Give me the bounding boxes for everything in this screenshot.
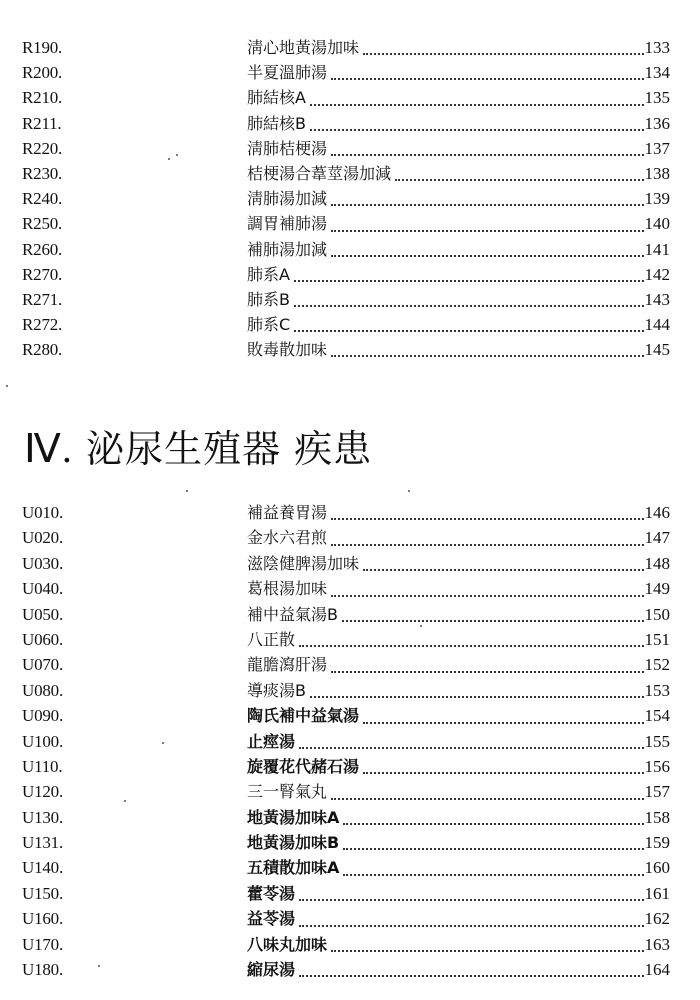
entry-title: 敗毒散加味 — [247, 340, 328, 360]
dot-leader — [310, 129, 644, 131]
dot-leader — [299, 975, 643, 977]
entry-code: R272. — [22, 315, 63, 335]
entry-code: U120. — [22, 782, 64, 802]
toc-entry — [22, 678, 670, 703]
dot-leader — [363, 569, 643, 571]
entry-code: U110. — [22, 756, 63, 776]
dot-leader — [310, 104, 644, 106]
scan-speck — [420, 625, 422, 627]
entry-title: 益苓湯 — [247, 909, 296, 929]
entry-line — [247, 312, 670, 337]
entry-line — [247, 703, 670, 728]
entry-page-number: 143 — [644, 289, 670, 309]
entry-code: U130. — [22, 807, 64, 827]
entry-code: R230. — [22, 163, 63, 183]
entry-line — [247, 211, 670, 236]
toc-entry — [22, 703, 670, 728]
entry-code: U080. — [22, 680, 64, 700]
toc-entry — [22, 211, 670, 236]
entry-code: R240. — [22, 189, 63, 209]
dot-leader — [343, 874, 643, 876]
toc-entry — [22, 602, 670, 627]
entry-page-number: 140 — [644, 214, 670, 234]
toc-entry — [22, 85, 670, 110]
entry-title: 肺系B — [247, 289, 290, 309]
toc-entry — [22, 551, 670, 576]
entry-line — [247, 186, 670, 211]
entry-code: U020. — [22, 528, 64, 548]
dot-leader — [395, 179, 643, 181]
entry-code: U100. — [22, 731, 64, 751]
toc-entry — [22, 500, 670, 525]
dot-leader — [363, 772, 643, 774]
dot-leader — [363, 722, 643, 724]
entry-line — [247, 551, 670, 576]
entry-page-number: 160 — [644, 858, 670, 878]
dot-leader — [363, 53, 643, 55]
dot-leader — [331, 255, 643, 257]
toc-entry — [22, 161, 670, 186]
entry-page-number: 147 — [644, 528, 670, 548]
entry-page-number: 145 — [644, 340, 670, 360]
toc-entry — [22, 805, 670, 830]
entry-page-number: 134 — [644, 63, 670, 83]
scan-speck — [162, 742, 164, 744]
entry-line — [247, 136, 670, 161]
toc-entry — [22, 576, 670, 601]
entry-title: 三一腎氣丸 — [247, 782, 328, 802]
entry-page-number: 152 — [644, 655, 670, 675]
section-numeral: Ⅳ. — [24, 426, 73, 471]
toc-entry — [22, 287, 670, 312]
entry-title: 縮尿湯 — [247, 960, 296, 980]
entry-page-number: 136 — [644, 113, 670, 133]
scan-speck — [98, 965, 100, 967]
entry-title: 八正散 — [247, 629, 296, 649]
entry-code: R271. — [22, 289, 63, 309]
entry-code: U010. — [22, 503, 64, 522]
entry-title: 補肺湯加減 — [247, 239, 328, 259]
toc-entry — [22, 881, 670, 906]
entry-code: U030. — [22, 553, 64, 573]
entry-code: R280. — [22, 340, 63, 360]
entry-page-number: 146 — [644, 503, 670, 522]
dot-leader — [299, 925, 643, 927]
dot-leader — [331, 355, 643, 357]
toc-entry — [22, 932, 670, 957]
entry-line — [247, 337, 670, 362]
dot-leader — [299, 645, 643, 647]
entry-title: 龍膽瀉肝湯 — [247, 655, 328, 675]
entry-line — [247, 932, 670, 957]
entry-code: U131. — [22, 833, 64, 853]
entry-page-number: 156 — [644, 756, 670, 776]
entry-code: R200. — [22, 63, 63, 83]
scan-speck — [124, 800, 126, 802]
toc-entry — [22, 136, 670, 161]
entry-title: 肺系A — [247, 264, 290, 284]
dot-leader — [299, 747, 643, 749]
entry-line — [247, 111, 670, 136]
entry-code: U040. — [22, 579, 64, 599]
entry-code: R270. — [22, 264, 63, 284]
dot-leader — [331, 544, 643, 546]
entry-line — [247, 779, 670, 804]
entry-code: U170. — [22, 934, 64, 954]
entry-line — [247, 652, 670, 677]
toc-entry — [22, 729, 670, 754]
entry-title: 肺結核B — [247, 113, 306, 133]
entry-title: 陶氏補中益氣湯 — [247, 706, 360, 726]
toc-entry — [22, 237, 670, 262]
entry-code: R211. — [22, 113, 62, 133]
entry-line — [247, 830, 670, 855]
entry-title: 淸心地黃湯加味 — [247, 38, 360, 57]
toc-entry — [22, 262, 670, 287]
entry-page-number: 142 — [644, 264, 670, 284]
toc-entry — [22, 60, 670, 85]
toc-entry — [22, 186, 670, 211]
dot-leader — [343, 823, 643, 825]
toc-entry — [22, 906, 670, 931]
entry-line — [247, 161, 670, 186]
entry-page-number: 158 — [644, 807, 670, 827]
dot-leader — [331, 154, 643, 156]
entry-title: 藿苓湯 — [247, 883, 296, 903]
toc-entry — [22, 957, 670, 982]
dot-leader — [342, 620, 644, 622]
entry-title: 桔梗湯合葦莖湯加減 — [247, 163, 392, 183]
entry-title: 淸肺湯加減 — [247, 189, 328, 209]
entry-page-number: 159 — [644, 833, 670, 853]
entry-line — [247, 729, 670, 754]
entry-line — [247, 576, 670, 601]
entry-title: 淸肺桔梗湯 — [247, 138, 328, 158]
entry-line — [247, 60, 670, 85]
entry-line — [247, 805, 670, 830]
scan-speck — [168, 158, 170, 160]
toc-entry — [22, 779, 670, 804]
entry-page-number: 153 — [644, 680, 670, 700]
entry-code: U050. — [22, 604, 64, 624]
toc-entry — [22, 312, 670, 337]
entry-page-number: 151 — [644, 629, 670, 649]
entry-code: U150. — [22, 883, 64, 903]
entry-line — [247, 525, 670, 550]
entry-code: U070. — [22, 655, 64, 675]
entry-line — [247, 855, 670, 880]
entry-line — [247, 602, 670, 627]
entry-code: R190. — [22, 38, 63, 57]
entry-page-number: 163 — [644, 934, 670, 954]
entry-title: 八味丸加味 — [247, 934, 328, 954]
entry-title: 地黃湯加味B — [247, 833, 340, 853]
entry-code: U140. — [22, 858, 64, 878]
section-heading — [24, 418, 372, 473]
entry-line — [247, 627, 670, 652]
dot-leader — [331, 595, 643, 597]
entry-code: U090. — [22, 706, 64, 726]
dot-leader — [294, 330, 643, 332]
toc-entry — [22, 627, 670, 652]
toc-entry — [22, 754, 670, 779]
entry-page-number: 133 — [644, 38, 670, 57]
entry-line — [247, 881, 670, 906]
entry-page-number: 161 — [644, 883, 670, 903]
scan-speck — [408, 490, 410, 492]
dot-leader — [294, 280, 644, 282]
entry-title: 半夏溫肺湯 — [247, 63, 328, 83]
entry-title: 葛根湯加味 — [247, 579, 328, 599]
dot-leader — [310, 696, 644, 698]
entry-title: 地黃湯加味A — [247, 807, 340, 827]
entry-line — [247, 287, 670, 312]
entry-page-number: 139 — [644, 189, 670, 209]
entry-title: 止痙湯 — [247, 731, 296, 751]
dot-leader — [331, 518, 643, 520]
entry-title: 肺系C — [247, 315, 291, 335]
toc-section-respiratory — [22, 35, 670, 362]
entry-code: R210. — [22, 88, 63, 108]
entry-line — [247, 957, 670, 982]
dot-leader — [331, 204, 643, 206]
toc-entry — [22, 652, 670, 677]
entry-page-number: 144 — [644, 315, 670, 335]
entry-line — [247, 678, 670, 703]
entry-page-number: 154 — [644, 706, 670, 726]
entry-title: 五積散加味A — [247, 858, 340, 878]
entry-code: U180. — [22, 960, 64, 980]
entry-line — [247, 237, 670, 262]
entry-page-number: 157 — [644, 782, 670, 802]
dot-leader — [331, 671, 643, 673]
entry-page-number: 162 — [644, 909, 670, 929]
dot-leader — [331, 950, 643, 952]
entry-line — [247, 754, 670, 779]
entry-line — [247, 35, 670, 60]
entry-title: 滋陰健脾湯加味 — [247, 553, 360, 573]
entry-code: U060. — [22, 629, 64, 649]
dot-leader — [331, 78, 643, 80]
toc-entry — [22, 337, 670, 362]
scan-speck — [176, 154, 178, 156]
dot-leader — [294, 305, 644, 307]
entry-page-number: 148 — [644, 553, 670, 573]
entry-title: 旋覆花代赭石湯 — [247, 756, 360, 776]
entry-page-number: 164 — [644, 960, 670, 980]
entry-code: U160. — [22, 909, 64, 929]
entry-title: 導痰湯B — [247, 680, 306, 700]
entry-code: R260. — [22, 239, 63, 259]
toc-entry — [22, 35, 670, 60]
entry-page-number: 135 — [644, 88, 670, 108]
toc-entry — [22, 855, 670, 880]
entry-title: 金水六君煎 — [247, 528, 328, 548]
entry-code: R220. — [22, 138, 63, 158]
entry-page-number: 138 — [644, 163, 670, 183]
entry-line — [247, 262, 670, 287]
dot-leader — [331, 798, 643, 800]
entry-title: 調胃補肺湯 — [247, 214, 328, 234]
dot-leader — [331, 230, 643, 232]
dot-leader — [343, 848, 643, 850]
toc-section-urogenital — [22, 500, 670, 982]
scan-speck — [6, 385, 8, 387]
entry-page-number: 149 — [644, 579, 670, 599]
entry-page-number: 155 — [644, 731, 670, 751]
entry-line — [247, 85, 670, 110]
entry-title: 補中益氣湯B — [247, 604, 338, 624]
toc-entry — [22, 830, 670, 855]
toc-entry — [22, 111, 670, 136]
entry-page-number: 141 — [644, 239, 670, 259]
toc-entry — [22, 525, 670, 550]
entry-page-number: 150 — [644, 604, 670, 624]
entry-title: 補益養胃湯 — [247, 503, 328, 522]
scan-speck — [186, 490, 188, 492]
entry-line — [247, 906, 670, 931]
entry-page-number: 137 — [644, 138, 670, 158]
entry-line — [247, 500, 670, 525]
entry-title: 肺結核A — [247, 88, 306, 108]
entry-code: R250. — [22, 214, 63, 234]
dot-leader — [299, 899, 643, 901]
section-title: 泌尿生殖器 疾患 — [86, 427, 373, 471]
